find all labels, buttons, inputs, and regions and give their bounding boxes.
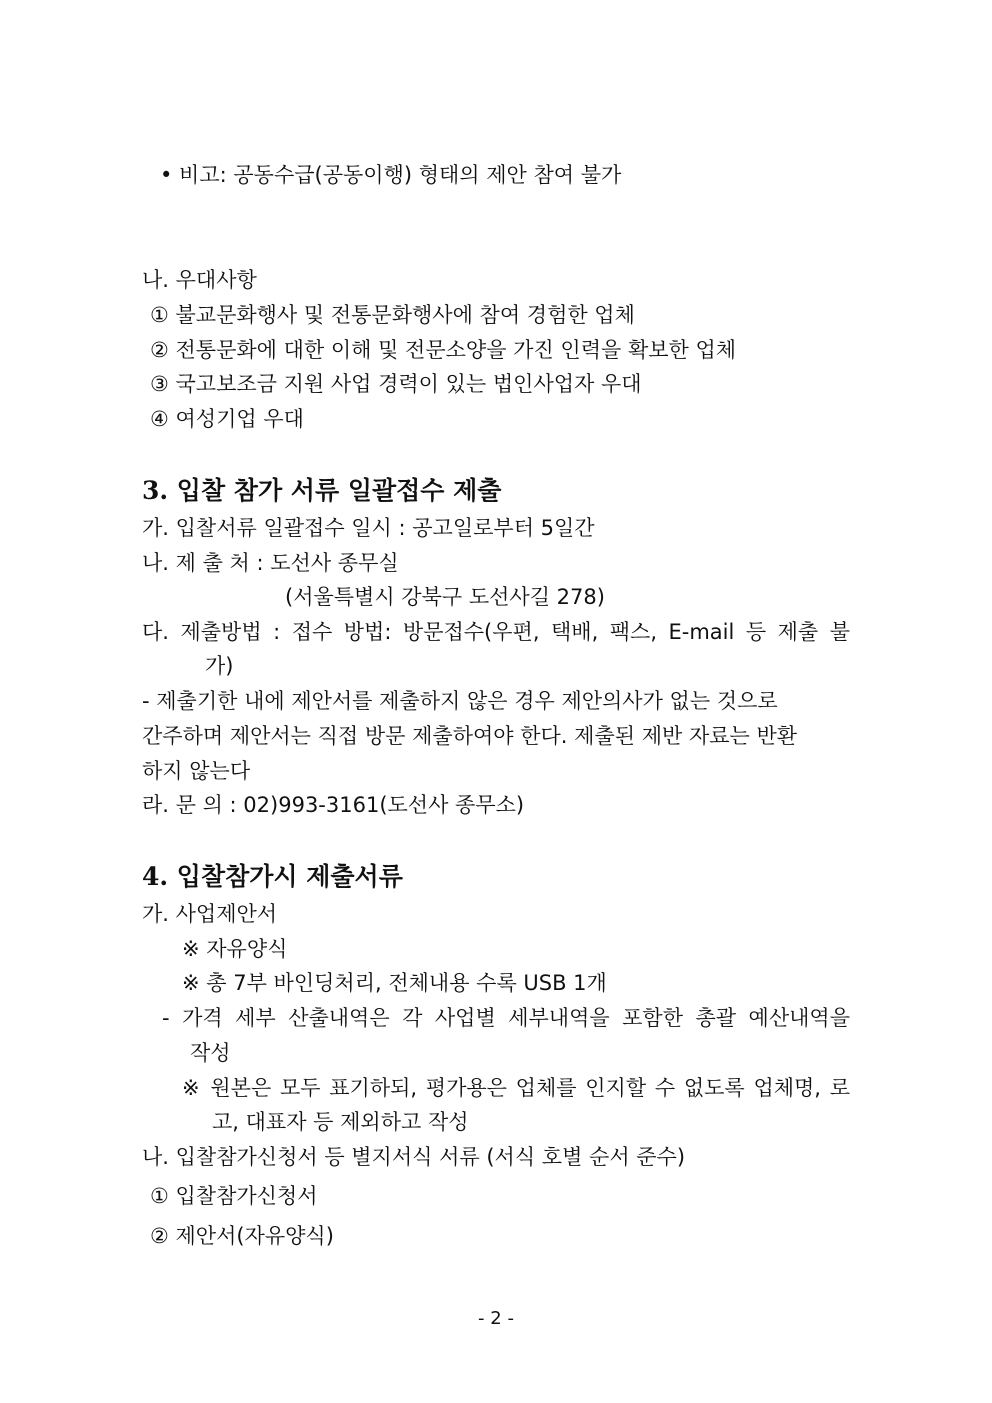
section-4-b: 나. 입찰참가신청서 등 별지서식 서류 (서식 호별 순서 준수) xyxy=(142,1145,686,1169)
section-3-b-address: (서울특별시 강북구 도선사길 278) xyxy=(285,585,605,609)
section-4-a-detail-cont: 작성 xyxy=(190,1041,231,1065)
section-4-a-note-3: ※ 원본은 모두 표기하되, 평가용은 업체를 인지할 수 없도록 업체명, 로 xyxy=(182,1076,850,1100)
page-number: - 2 - xyxy=(478,1308,514,1329)
section-3-paragraph-1: - 제출기한 내에 제안서를 제출하지 않은 경우 제안의사가 없는 것으로 xyxy=(142,689,778,713)
preference-item-3: ③ 국고보조금 지원 사업 경력이 있는 법인사업자 우대 xyxy=(150,372,642,396)
section-4-a: 가. 사업제안서 xyxy=(142,902,278,926)
section-4-heading: 4. 입찰참가시 제출서류 xyxy=(142,862,403,891)
section-3-d: 라. 문 의 : 02)993-3161(도선사 종무소) xyxy=(142,793,525,817)
preference-item-1: ① 불교문화행사 및 전통문화행사에 참여 경험한 업체 xyxy=(150,303,635,327)
section-3-c-cont: 가) xyxy=(205,654,234,678)
section-3-paragraph-3: 하지 않는다 xyxy=(142,759,251,783)
section-3-c: 다. 제출방법 : 접수 방법: 방문접수(우편, 택배, 팩스, E-mail 등 제출 불 xyxy=(142,620,850,644)
section-3-b: 나. 제 출 처 : 도선사 종무실 xyxy=(142,551,399,575)
section-3-paragraph-2: 간주하며 제안서는 직접 방문 제출하여야 한다. 제출된 제반 자료는 반환 xyxy=(142,724,798,748)
preference-title: 나. 우대사항 xyxy=(142,268,257,292)
preference-item-2: ② 전통문화에 대한 이해 및 전문소양을 가진 인력을 확보한 업체 xyxy=(150,338,737,362)
section-4-b-item-1: ① 입찰참가신청서 xyxy=(150,1184,318,1208)
section-3-heading: 3. 입찰 참가 서류 일괄접수 제출 xyxy=(142,476,502,505)
section-3-a: 가. 입찰서류 일괄접수 일시 : 공고일로부터 5일간 xyxy=(142,516,595,540)
section-4-b-item-2: ② 제안서(자유양식) xyxy=(150,1224,334,1248)
section-4-a-note-2: ※ 총 7부 바인딩처리, 전체내용 수록 USB 1개 xyxy=(182,971,607,995)
section-4-a-detail: - 가격 세부 산출내역은 각 사업별 세부내역을 포함한 총괄 예산내역을 xyxy=(162,1006,850,1030)
section-4-a-note-3-cont: 고, 대표자 등 제외하고 작성 xyxy=(212,1110,469,1134)
note-line: • 비고: 공동수급(공동이행) 형태의 제안 참여 불가 xyxy=(160,163,622,187)
section-4-a-note-1: ※ 자유양식 xyxy=(182,937,288,961)
preference-item-4: ④ 여성기업 우대 xyxy=(150,407,304,431)
